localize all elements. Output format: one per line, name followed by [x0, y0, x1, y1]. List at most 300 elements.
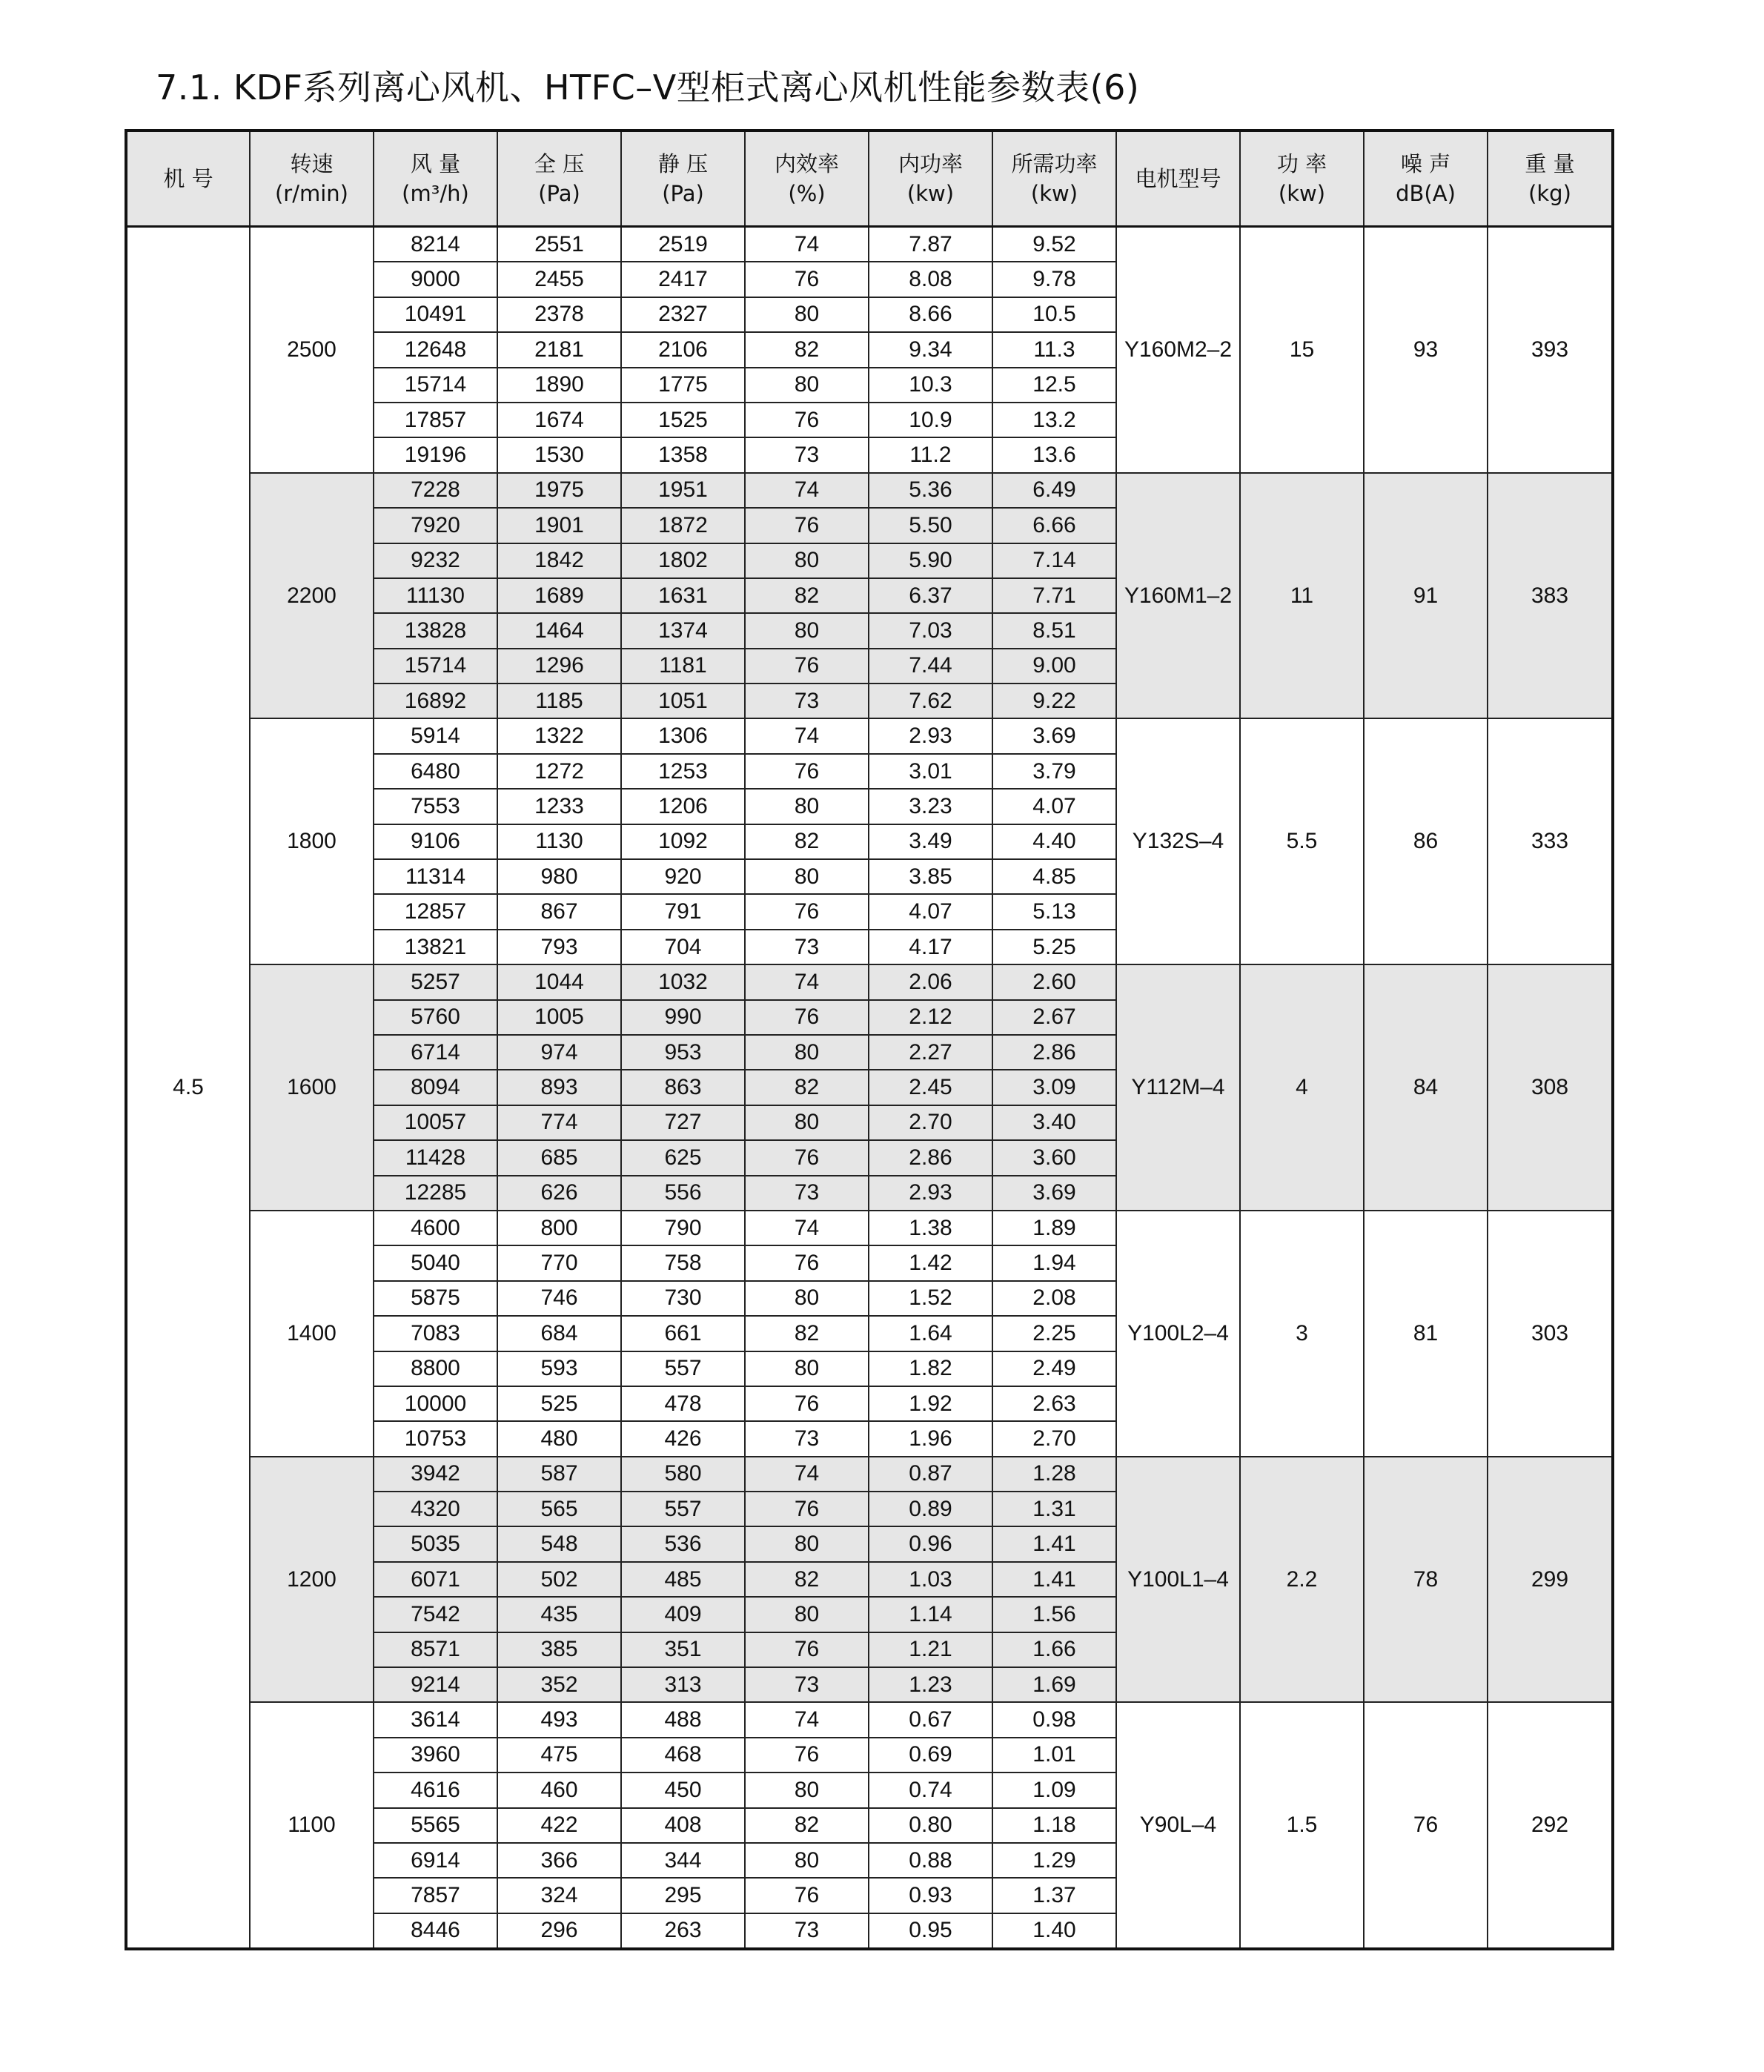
- speed-cell: 2500: [250, 227, 374, 473]
- header-required-power: 所需功率 (kw): [992, 130, 1116, 227]
- airflow-cell: 3614: [374, 1702, 497, 1737]
- airflow-cell: 13828: [374, 613, 497, 648]
- static-pressure-cell: 2106: [621, 332, 745, 367]
- internal-power-cell: 0.87: [869, 1457, 992, 1492]
- required-power-cell: 4.85: [992, 859, 1116, 894]
- static-pressure-cell: 536: [621, 1526, 745, 1561]
- required-power-cell: 5.25: [992, 930, 1116, 964]
- static-pressure-cell: 953: [621, 1035, 745, 1070]
- internal-power-cell: 3.85: [869, 859, 992, 894]
- required-power-cell: 9.00: [992, 649, 1116, 684]
- header-internal-efficiency: 内效率 (%): [745, 130, 869, 227]
- static-pressure-cell: 758: [621, 1245, 745, 1280]
- total-pressure-cell: 974: [497, 1035, 621, 1070]
- static-pressure-cell: 790: [621, 1211, 745, 1245]
- total-pressure-cell: 1890: [497, 368, 621, 403]
- total-pressure-cell: 525: [497, 1386, 621, 1421]
- static-pressure-cell: 1206: [621, 789, 745, 824]
- airflow-cell: 9232: [374, 543, 497, 578]
- total-pressure-cell: 435: [497, 1597, 621, 1632]
- speed-cell: 1400: [250, 1211, 374, 1457]
- total-pressure-cell: 1901: [497, 508, 621, 543]
- airflow-cell: 3960: [374, 1738, 497, 1773]
- header-speed: 转速 (r/min): [250, 130, 374, 227]
- required-power-cell: 1.66: [992, 1632, 1116, 1667]
- internal-power-cell: 3.01: [869, 754, 992, 789]
- efficiency-cell: 73: [745, 684, 869, 718]
- efficiency-cell: 76: [745, 403, 869, 437]
- total-pressure-cell: 1005: [497, 1000, 621, 1035]
- required-power-cell: 9.78: [992, 262, 1116, 297]
- page-title: 7.1. KDF系列离心风机、HTFC–V型柜式离心风机性能参数表(6): [156, 67, 1140, 107]
- internal-power-cell: 1.21: [869, 1632, 992, 1667]
- speed-cell: 1800: [250, 718, 374, 964]
- static-pressure-cell: 730: [621, 1281, 745, 1316]
- internal-power-cell: 1.23: [869, 1667, 992, 1702]
- internal-power-cell: 0.74: [869, 1773, 992, 1807]
- total-pressure-cell: 366: [497, 1843, 621, 1878]
- airflow-cell: 5760: [374, 1000, 497, 1035]
- airflow-cell: 9000: [374, 262, 497, 297]
- static-pressure-cell: 1802: [621, 543, 745, 578]
- required-power-cell: 1.09: [992, 1773, 1116, 1807]
- efficiency-cell: 76: [745, 1738, 869, 1773]
- static-pressure-cell: 426: [621, 1421, 745, 1456]
- total-pressure-cell: 626: [497, 1176, 621, 1211]
- efficiency-cell: 80: [745, 1035, 869, 1070]
- required-power-cell: 1.40: [992, 1913, 1116, 1949]
- static-pressure-cell: 1306: [621, 718, 745, 753]
- total-pressure-cell: 593: [497, 1351, 621, 1386]
- internal-power-cell: 2.27: [869, 1035, 992, 1070]
- total-pressure-cell: 1185: [497, 684, 621, 718]
- efficiency-cell: 73: [745, 1176, 869, 1211]
- total-pressure-cell: 2378: [497, 297, 621, 332]
- internal-power-cell: 8.66: [869, 297, 992, 332]
- static-pressure-cell: 1032: [621, 964, 745, 999]
- total-pressure-cell: 587: [497, 1457, 621, 1492]
- total-pressure-cell: 1689: [497, 578, 621, 613]
- airflow-cell: 5257: [374, 964, 497, 999]
- airflow-cell: 5565: [374, 1808, 497, 1843]
- internal-power-cell: 0.67: [869, 1702, 992, 1737]
- airflow-cell: 10753: [374, 1421, 497, 1456]
- efficiency-cell: 76: [745, 508, 869, 543]
- required-power-cell: 9.22: [992, 684, 1116, 718]
- airflow-cell: 7920: [374, 508, 497, 543]
- total-pressure-cell: 1044: [497, 964, 621, 999]
- noise-cell: 93: [1364, 227, 1488, 473]
- total-pressure-cell: 2551: [497, 227, 621, 262]
- table-row: [126, 1702, 1613, 1737]
- required-power-cell: 10.5: [992, 297, 1116, 332]
- internal-power-cell: 0.89: [869, 1492, 992, 1526]
- efficiency-cell: 80: [745, 613, 869, 648]
- static-pressure-cell: 1253: [621, 754, 745, 789]
- static-pressure-cell: 2519: [621, 227, 745, 262]
- efficiency-cell: 76: [745, 1000, 869, 1035]
- total-pressure-cell: 502: [497, 1562, 621, 1597]
- total-pressure-cell: 2455: [497, 262, 621, 297]
- internal-power-cell: 0.88: [869, 1843, 992, 1878]
- airflow-cell: 4600: [374, 1211, 497, 1245]
- performance-table: [125, 129, 1614, 1950]
- header-total-pressure: 全 压 (Pa): [497, 130, 621, 227]
- airflow-cell: 15714: [374, 649, 497, 684]
- static-pressure-cell: 863: [621, 1070, 745, 1105]
- static-pressure-cell: 625: [621, 1140, 745, 1175]
- efficiency-cell: 82: [745, 824, 869, 859]
- total-pressure-cell: 2181: [497, 332, 621, 367]
- airflow-cell: 11428: [374, 1140, 497, 1175]
- motor-model-cell: Y90L–4: [1116, 1702, 1240, 1949]
- header-static-pressure: 静 压 (Pa): [621, 130, 745, 227]
- total-pressure-cell: 770: [497, 1245, 621, 1280]
- table-row: [126, 227, 1613, 262]
- airflow-cell: 12857: [374, 894, 497, 929]
- efficiency-cell: 73: [745, 1913, 869, 1949]
- table-row: [126, 1211, 1613, 1245]
- airflow-cell: 7542: [374, 1597, 497, 1632]
- efficiency-cell: 76: [745, 1492, 869, 1526]
- internal-power-cell: 5.90: [869, 543, 992, 578]
- internal-power-cell: 8.08: [869, 262, 992, 297]
- internal-power-cell: 2.93: [869, 718, 992, 753]
- internal-power-cell: 0.69: [869, 1738, 992, 1773]
- static-pressure-cell: 450: [621, 1773, 745, 1807]
- internal-power-cell: 1.03: [869, 1562, 992, 1597]
- required-power-cell: 12.5: [992, 368, 1116, 403]
- required-power-cell: 8.51: [992, 613, 1116, 648]
- table-row: [126, 1457, 1613, 1492]
- internal-power-cell: 5.36: [869, 473, 992, 508]
- efficiency-cell: 74: [745, 1702, 869, 1737]
- required-power-cell: 5.13: [992, 894, 1116, 929]
- airflow-cell: 7083: [374, 1316, 497, 1351]
- noise-cell: 81: [1364, 1211, 1488, 1457]
- internal-power-cell: 1.82: [869, 1351, 992, 1386]
- total-pressure-cell: 793: [497, 930, 621, 964]
- total-pressure-cell: 1296: [497, 649, 621, 684]
- internal-power-cell: 1.52: [869, 1281, 992, 1316]
- required-power-cell: 2.25: [992, 1316, 1116, 1351]
- static-pressure-cell: 1358: [621, 437, 745, 472]
- airflow-cell: 12648: [374, 332, 497, 367]
- static-pressure-cell: 409: [621, 1597, 745, 1632]
- static-pressure-cell: 557: [621, 1351, 745, 1386]
- total-pressure-cell: 548: [497, 1526, 621, 1561]
- efficiency-cell: 73: [745, 1667, 869, 1702]
- efficiency-cell: 76: [745, 1140, 869, 1175]
- total-pressure-cell: 460: [497, 1773, 621, 1807]
- efficiency-cell: 82: [745, 1316, 869, 1351]
- header-motor-model: 电机型号: [1116, 130, 1240, 227]
- motor-power-cell: 2.2: [1240, 1457, 1364, 1703]
- static-pressure-cell: 295: [621, 1878, 745, 1913]
- required-power-cell: 11.3: [992, 332, 1116, 367]
- total-pressure-cell: 980: [497, 859, 621, 894]
- airflow-cell: 5035: [374, 1526, 497, 1561]
- required-power-cell: 3.79: [992, 754, 1116, 789]
- total-pressure-cell: 800: [497, 1211, 621, 1245]
- required-power-cell: 2.49: [992, 1351, 1116, 1386]
- total-pressure-cell: 1272: [497, 754, 621, 789]
- internal-power-cell: 2.86: [869, 1140, 992, 1175]
- static-pressure-cell: 2417: [621, 262, 745, 297]
- table-row: [126, 473, 1613, 508]
- total-pressure-cell: 684: [497, 1316, 621, 1351]
- static-pressure-cell: 791: [621, 894, 745, 929]
- static-pressure-cell: 408: [621, 1808, 745, 1843]
- total-pressure-cell: 493: [497, 1702, 621, 1737]
- efficiency-cell: 76: [745, 1632, 869, 1667]
- header-motor-power: 功 率 (kw): [1240, 130, 1364, 227]
- static-pressure-cell: 344: [621, 1843, 745, 1878]
- internal-power-cell: 2.70: [869, 1105, 992, 1140]
- airflow-cell: 3942: [374, 1457, 497, 1492]
- total-pressure-cell: 475: [497, 1738, 621, 1773]
- total-pressure-cell: 1464: [497, 613, 621, 648]
- static-pressure-cell: 1872: [621, 508, 745, 543]
- efficiency-cell: 74: [745, 718, 869, 753]
- static-pressure-cell: 468: [621, 1738, 745, 1773]
- internal-power-cell: 11.2: [869, 437, 992, 472]
- motor-model-cell: Y132S–4: [1116, 718, 1240, 964]
- efficiency-cell: 74: [745, 227, 869, 262]
- total-pressure-cell: 685: [497, 1140, 621, 1175]
- internal-power-cell: 10.9: [869, 403, 992, 437]
- efficiency-cell: 80: [745, 368, 869, 403]
- internal-power-cell: 3.23: [869, 789, 992, 824]
- airflow-cell: 4320: [374, 1492, 497, 1526]
- internal-power-cell: 9.34: [869, 332, 992, 367]
- internal-power-cell: 0.93: [869, 1878, 992, 1913]
- static-pressure-cell: 351: [621, 1632, 745, 1667]
- internal-power-cell: 3.49: [869, 824, 992, 859]
- airflow-cell: 16892: [374, 684, 497, 718]
- efficiency-cell: 80: [745, 297, 869, 332]
- required-power-cell: 2.67: [992, 1000, 1116, 1035]
- required-power-cell: 1.29: [992, 1843, 1116, 1878]
- required-power-cell: 0.98: [992, 1702, 1116, 1737]
- required-power-cell: 2.60: [992, 964, 1116, 999]
- efficiency-cell: 74: [745, 1457, 869, 1492]
- internal-power-cell: 7.44: [869, 649, 992, 684]
- efficiency-cell: 82: [745, 578, 869, 613]
- required-power-cell: 1.28: [992, 1457, 1116, 1492]
- efficiency-cell: 80: [745, 543, 869, 578]
- required-power-cell: 3.60: [992, 1140, 1116, 1175]
- required-power-cell: 3.40: [992, 1105, 1116, 1140]
- internal-power-cell: 0.95: [869, 1913, 992, 1949]
- internal-power-cell: 0.96: [869, 1526, 992, 1561]
- efficiency-cell: 76: [745, 894, 869, 929]
- efficiency-cell: 80: [745, 1105, 869, 1140]
- weight-cell: 393: [1488, 227, 1613, 473]
- total-pressure-cell: 746: [497, 1281, 621, 1316]
- static-pressure-cell: 485: [621, 1562, 745, 1597]
- static-pressure-cell: 478: [621, 1386, 745, 1421]
- motor-power-cell: 11: [1240, 473, 1364, 719]
- internal-power-cell: 7.62: [869, 684, 992, 718]
- efficiency-cell: 80: [745, 1281, 869, 1316]
- total-pressure-cell: 1975: [497, 473, 621, 508]
- airflow-cell: 11130: [374, 578, 497, 613]
- required-power-cell: 1.89: [992, 1211, 1116, 1245]
- speed-cell: 1200: [250, 1457, 374, 1703]
- total-pressure-cell: 385: [497, 1632, 621, 1667]
- airflow-cell: 10000: [374, 1386, 497, 1421]
- efficiency-cell: 74: [745, 964, 869, 999]
- machine-no-cell: 4.5: [126, 227, 250, 1950]
- required-power-cell: 13.2: [992, 403, 1116, 437]
- header-internal-power: 内功率 (kw): [869, 130, 992, 227]
- required-power-cell: 1.41: [992, 1526, 1116, 1561]
- internal-power-cell: 1.38: [869, 1211, 992, 1245]
- static-pressure-cell: 661: [621, 1316, 745, 1351]
- weight-cell: 333: [1488, 718, 1613, 964]
- noise-cell: 84: [1364, 964, 1488, 1211]
- static-pressure-cell: 1181: [621, 649, 745, 684]
- required-power-cell: 2.86: [992, 1035, 1116, 1070]
- airflow-cell: 10491: [374, 297, 497, 332]
- efficiency-cell: 76: [745, 754, 869, 789]
- required-power-cell: 1.37: [992, 1878, 1116, 1913]
- required-power-cell: 3.69: [992, 718, 1116, 753]
- efficiency-cell: 80: [745, 1773, 869, 1807]
- airflow-cell: 11314: [374, 859, 497, 894]
- header-row: [126, 130, 1613, 227]
- table-row: [126, 718, 1613, 753]
- noise-cell: 76: [1364, 1702, 1488, 1949]
- efficiency-cell: 80: [745, 1597, 869, 1632]
- airflow-cell: 9106: [374, 824, 497, 859]
- static-pressure-cell: 1631: [621, 578, 745, 613]
- motor-model-cell: Y160M1–2: [1116, 473, 1240, 719]
- total-pressure-cell: 1322: [497, 718, 621, 753]
- table-body: [126, 227, 1613, 1950]
- efficiency-cell: 76: [745, 1245, 869, 1280]
- static-pressure-cell: 990: [621, 1000, 745, 1035]
- airflow-cell: 8094: [374, 1070, 497, 1105]
- static-pressure-cell: 1775: [621, 368, 745, 403]
- airflow-cell: 5040: [374, 1245, 497, 1280]
- required-power-cell: 2.08: [992, 1281, 1116, 1316]
- weight-cell: 383: [1488, 473, 1613, 719]
- internal-power-cell: 7.03: [869, 613, 992, 648]
- efficiency-cell: 76: [745, 262, 869, 297]
- header-airflow: 风 量 (m³/h): [374, 130, 497, 227]
- motor-power-cell: 15: [1240, 227, 1364, 473]
- noise-cell: 78: [1364, 1457, 1488, 1703]
- airflow-cell: 7553: [374, 789, 497, 824]
- airflow-cell: 15714: [374, 368, 497, 403]
- airflow-cell: 17857: [374, 403, 497, 437]
- airflow-cell: 6714: [374, 1035, 497, 1070]
- required-power-cell: 4.40: [992, 824, 1116, 859]
- airflow-cell: 6914: [374, 1843, 497, 1878]
- airflow-cell: 12285: [374, 1176, 497, 1211]
- efficiency-cell: 82: [745, 1562, 869, 1597]
- motor-model-cell: Y100L2–4: [1116, 1211, 1240, 1457]
- airflow-cell: 4616: [374, 1773, 497, 1807]
- total-pressure-cell: 1530: [497, 437, 621, 472]
- total-pressure-cell: 774: [497, 1105, 621, 1140]
- static-pressure-cell: 1092: [621, 824, 745, 859]
- internal-power-cell: 1.64: [869, 1316, 992, 1351]
- efficiency-cell: 76: [745, 1878, 869, 1913]
- static-pressure-cell: 263: [621, 1913, 745, 1949]
- total-pressure-cell: 324: [497, 1878, 621, 1913]
- airflow-cell: 8214: [374, 227, 497, 262]
- total-pressure-cell: 1842: [497, 543, 621, 578]
- internal-power-cell: 6.37: [869, 578, 992, 613]
- efficiency-cell: 82: [745, 332, 869, 367]
- required-power-cell: 9.52: [992, 227, 1116, 262]
- static-pressure-cell: 557: [621, 1492, 745, 1526]
- airflow-cell: 6071: [374, 1562, 497, 1597]
- internal-power-cell: 1.92: [869, 1386, 992, 1421]
- required-power-cell: 3.09: [992, 1070, 1116, 1105]
- efficiency-cell: 80: [745, 1351, 869, 1386]
- required-power-cell: 3.69: [992, 1176, 1116, 1211]
- total-pressure-cell: 422: [497, 1808, 621, 1843]
- static-pressure-cell: 1051: [621, 684, 745, 718]
- required-power-cell: 7.14: [992, 543, 1116, 578]
- internal-power-cell: 4.07: [869, 894, 992, 929]
- weight-cell: 292: [1488, 1702, 1613, 1949]
- required-power-cell: 1.31: [992, 1492, 1116, 1526]
- static-pressure-cell: 556: [621, 1176, 745, 1211]
- static-pressure-cell: 1525: [621, 403, 745, 437]
- noise-cell: 86: [1364, 718, 1488, 964]
- speed-cell: 1100: [250, 1702, 374, 1949]
- noise-cell: 91: [1364, 473, 1488, 719]
- efficiency-cell: 74: [745, 1211, 869, 1245]
- static-pressure-cell: 580: [621, 1457, 745, 1492]
- table-row: [126, 964, 1613, 999]
- efficiency-cell: 80: [745, 1843, 869, 1878]
- airflow-cell: 8571: [374, 1632, 497, 1667]
- speed-cell: 1600: [250, 964, 374, 1211]
- required-power-cell: 4.07: [992, 789, 1116, 824]
- weight-cell: 303: [1488, 1211, 1613, 1457]
- internal-power-cell: 2.12: [869, 1000, 992, 1035]
- motor-model-cell: Y160M2–2: [1116, 227, 1240, 473]
- required-power-cell: 1.56: [992, 1597, 1116, 1632]
- total-pressure-cell: 893: [497, 1070, 621, 1105]
- static-pressure-cell: 704: [621, 930, 745, 964]
- motor-model-cell: Y100L1–4: [1116, 1457, 1240, 1703]
- total-pressure-cell: 1233: [497, 789, 621, 824]
- airflow-cell: 8800: [374, 1351, 497, 1386]
- required-power-cell: 1.18: [992, 1808, 1116, 1843]
- efficiency-cell: 73: [745, 930, 869, 964]
- static-pressure-cell: 1374: [621, 613, 745, 648]
- total-pressure-cell: 296: [497, 1913, 621, 1949]
- required-power-cell: 6.66: [992, 508, 1116, 543]
- efficiency-cell: 76: [745, 1386, 869, 1421]
- total-pressure-cell: 565: [497, 1492, 621, 1526]
- airflow-cell: 10057: [374, 1105, 497, 1140]
- weight-cell: 308: [1488, 964, 1613, 1211]
- required-power-cell: 6.49: [992, 473, 1116, 508]
- total-pressure-cell: 1674: [497, 403, 621, 437]
- airflow-cell: 5914: [374, 718, 497, 753]
- internal-power-cell: 2.06: [869, 964, 992, 999]
- total-pressure-cell: 480: [497, 1421, 621, 1456]
- header-noise: 噪 声 dB(A): [1364, 130, 1488, 227]
